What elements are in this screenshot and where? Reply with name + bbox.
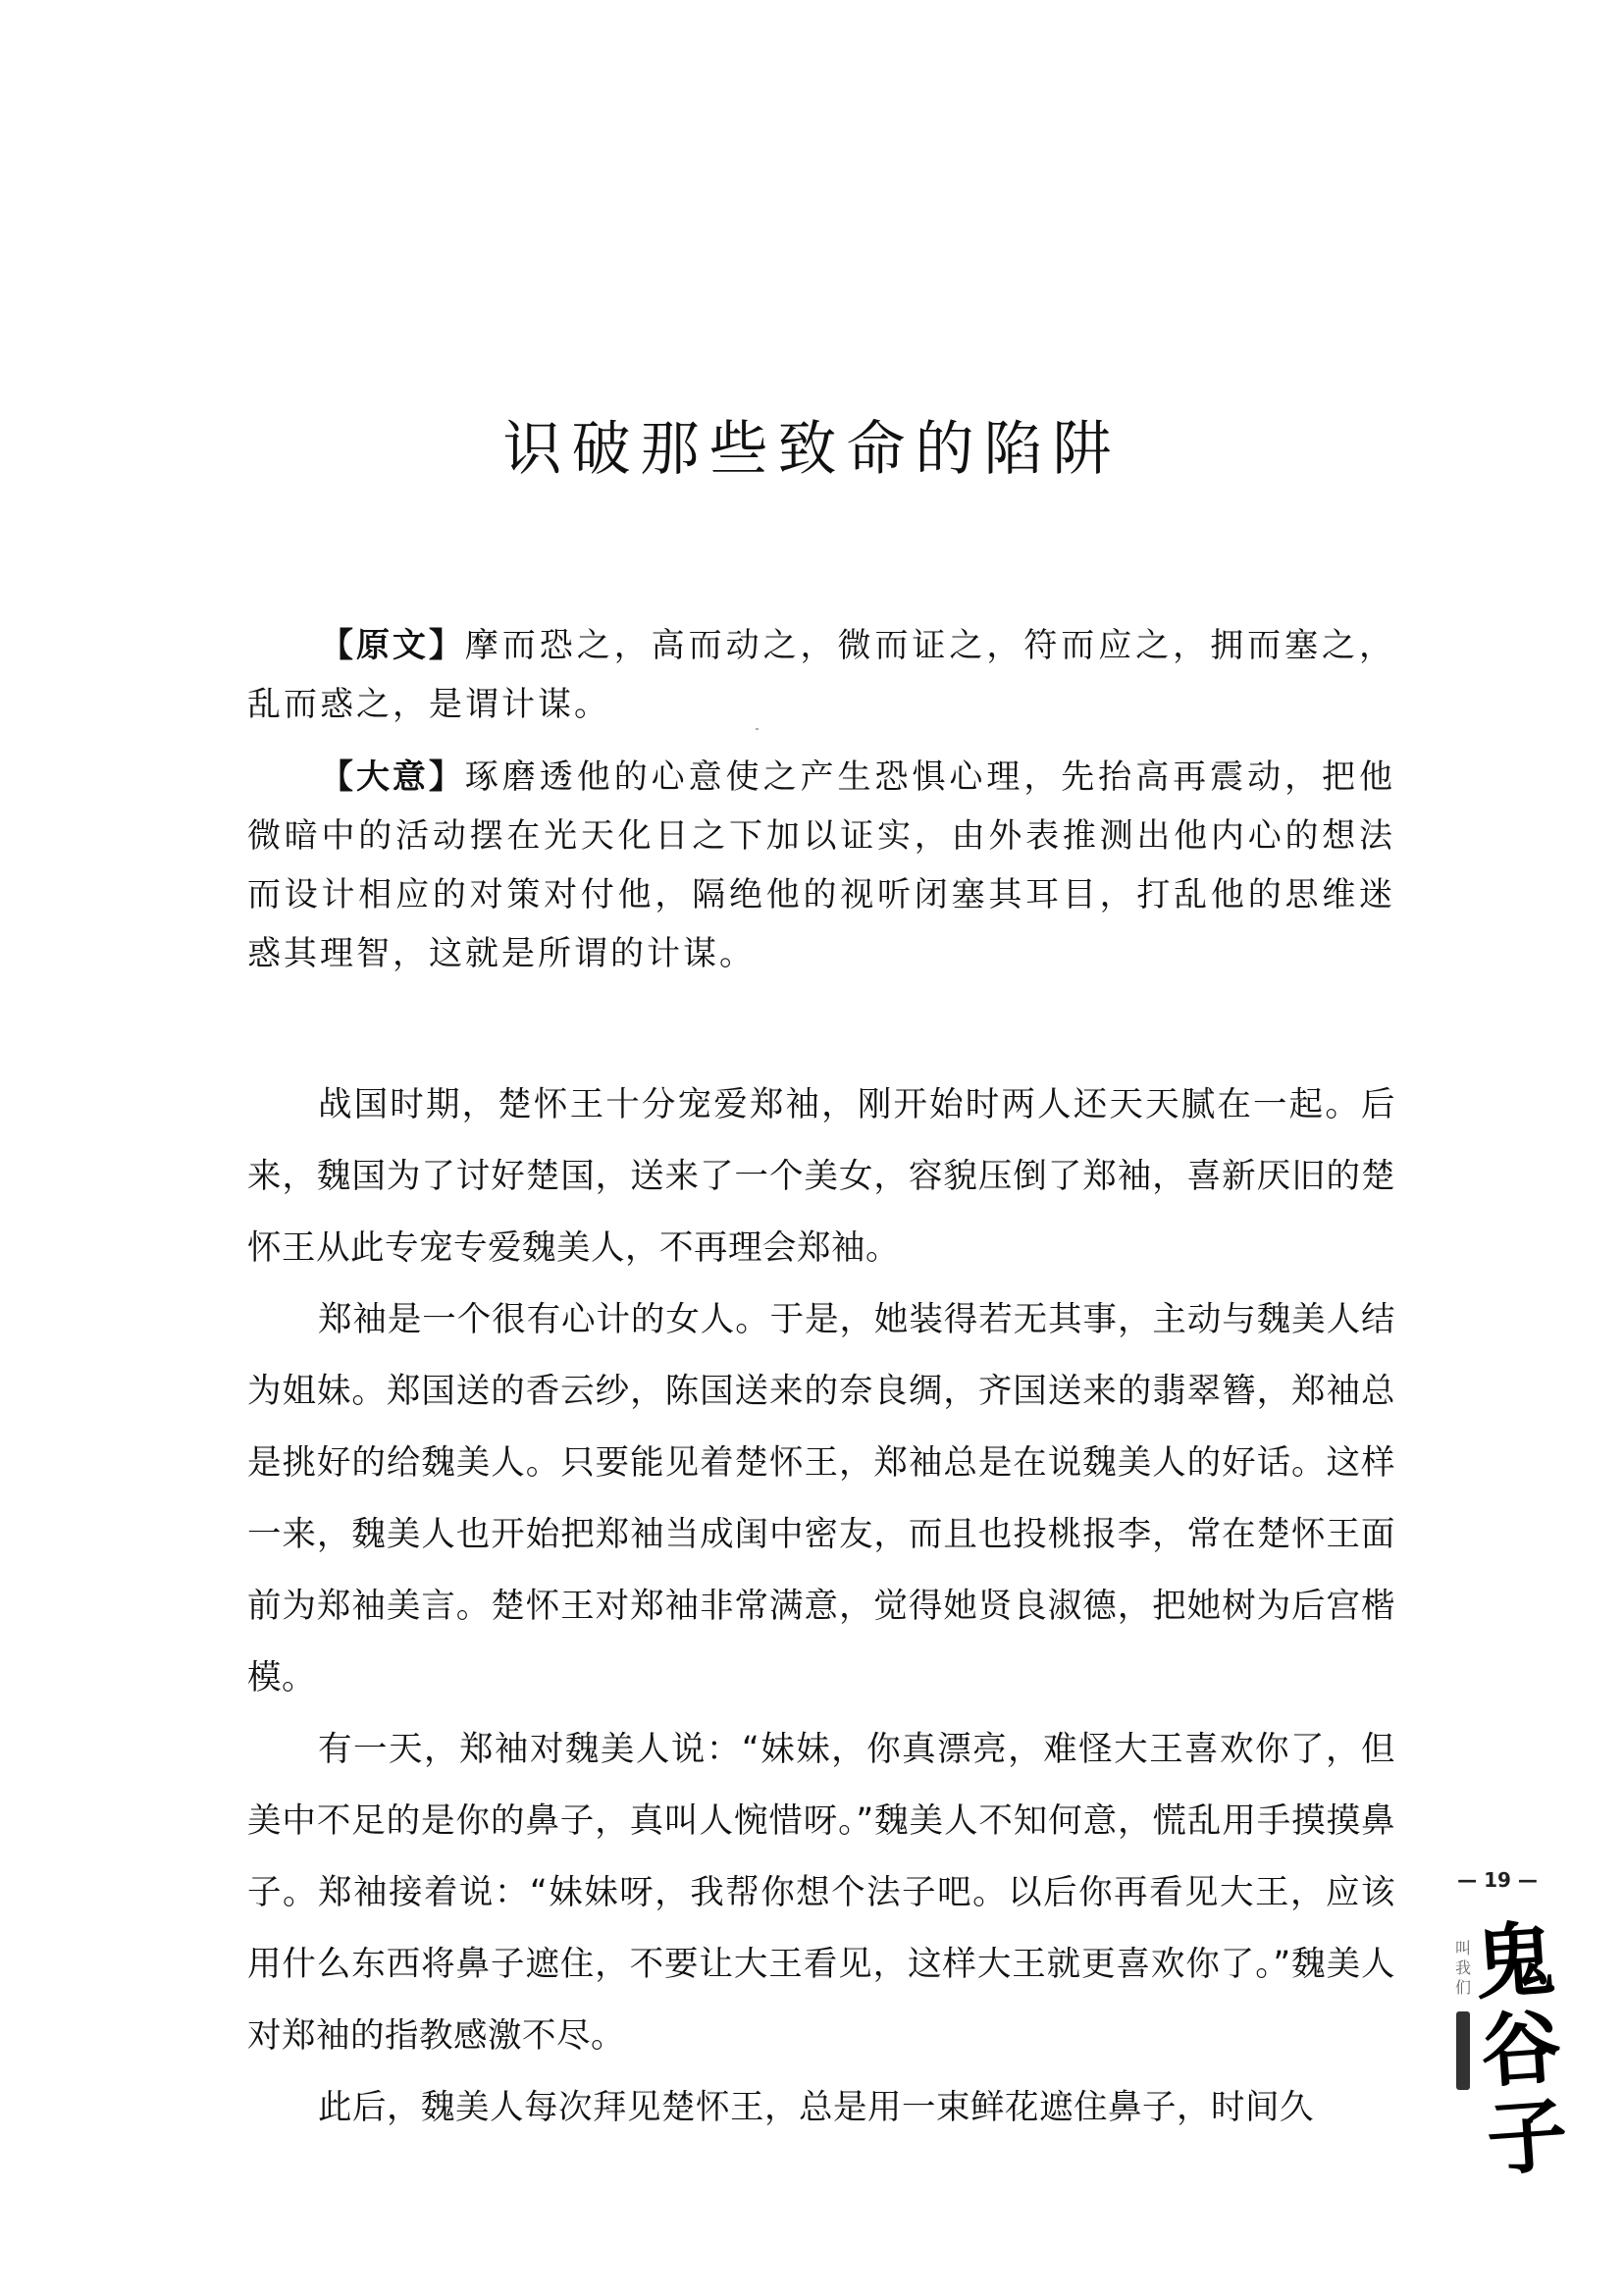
page-title: 识破那些致命的陷阱 <box>502 415 1122 484</box>
meaning-paragraph <box>247 748 1395 983</box>
original-text-label: 【原文】 <box>320 626 465 665</box>
page-number: — 19 — <box>1457 1868 1538 1892</box>
story-paragraph: 郑袖是一个很有心计的女人。于是，她装得若无其事，主动与魏美人结为姐妹。郑国送的香云纱，陈国送来的奈良绸，齐国送来的翡翠簪，郑袖总是挑好的给魏美人。只要能见着楚怀王，郑袖总是在说魏美人的好话。这样一来，魏美人也开始把郑袖当成闺中密友，而且也投桃报李，常在楚怀王面前为郑袖美言。楚怀王对郑袖非常满意，觉得她贤良淑德，把她树为后宫楷模。 <box>247 1300 1395 1697</box>
series-logo-small-text: 叫我们 <box>1454 1939 1471 1997</box>
series-logo-calligraphy: 鬼谷子 <box>1471 1911 1571 2188</box>
meaning-label: 【大意】 <box>320 757 465 797</box>
story-paragraph: 此后，魏美人每次拜见楚怀王，总是用一束鲜花遮住鼻子，时间久 <box>318 2088 1314 2127</box>
original-text-body: 摩而恐之，高而动之，微而证之，符而应之，拥而塞之，乱而惑之，是谓计谋。 <box>247 626 1396 724</box>
series-logo-bar <box>1456 2011 1470 2090</box>
story-section <box>247 1070 1395 2144</box>
series-logo <box>1452 1911 1571 2202</box>
original-text-paragraph <box>247 616 1395 734</box>
classic-text-section <box>247 616 1395 983</box>
meaning-body: 琢磨透他的心意使之产生恐惧心理，先抬高再震动，把他微暗中的活动摆在光天化日之下加以证实，由外表推测出他内心的想法而设计相应的对策对付他，隔绝他的视听闭塞其耳目，打乱他的思维迷惑其理智，这就是所谓的计谋。 <box>247 757 1396 973</box>
story-paragraph: 有一天，郑袖对魏美人说：“妹妹，你真漂亮，难怪大王喜欢你了，但美中不足的是你的鼻子，真叫人惋惜呀。”魏美人不知何意，慌乱用手摸摸鼻子。郑袖接着说：“妹妹呀，我帮你想个法子吧。以后你再看见大王，应该用什么东西将鼻子遮住，不要让大王看见，这样大王就更喜欢你了。”魏美人对郑袖的指教感激不尽。 <box>247 1730 1395 2056</box>
story-paragraph: 战国时期，楚怀王十分宠爱郑袖，刚开始时两人还天天腻在一起。后来，魏国为了讨好楚国，送来了一个美女，容貌压倒了郑袖，喜新厌旧的楚怀王从此专宠专爱魏美人，不再理会郑袖。 <box>247 1085 1395 1268</box>
